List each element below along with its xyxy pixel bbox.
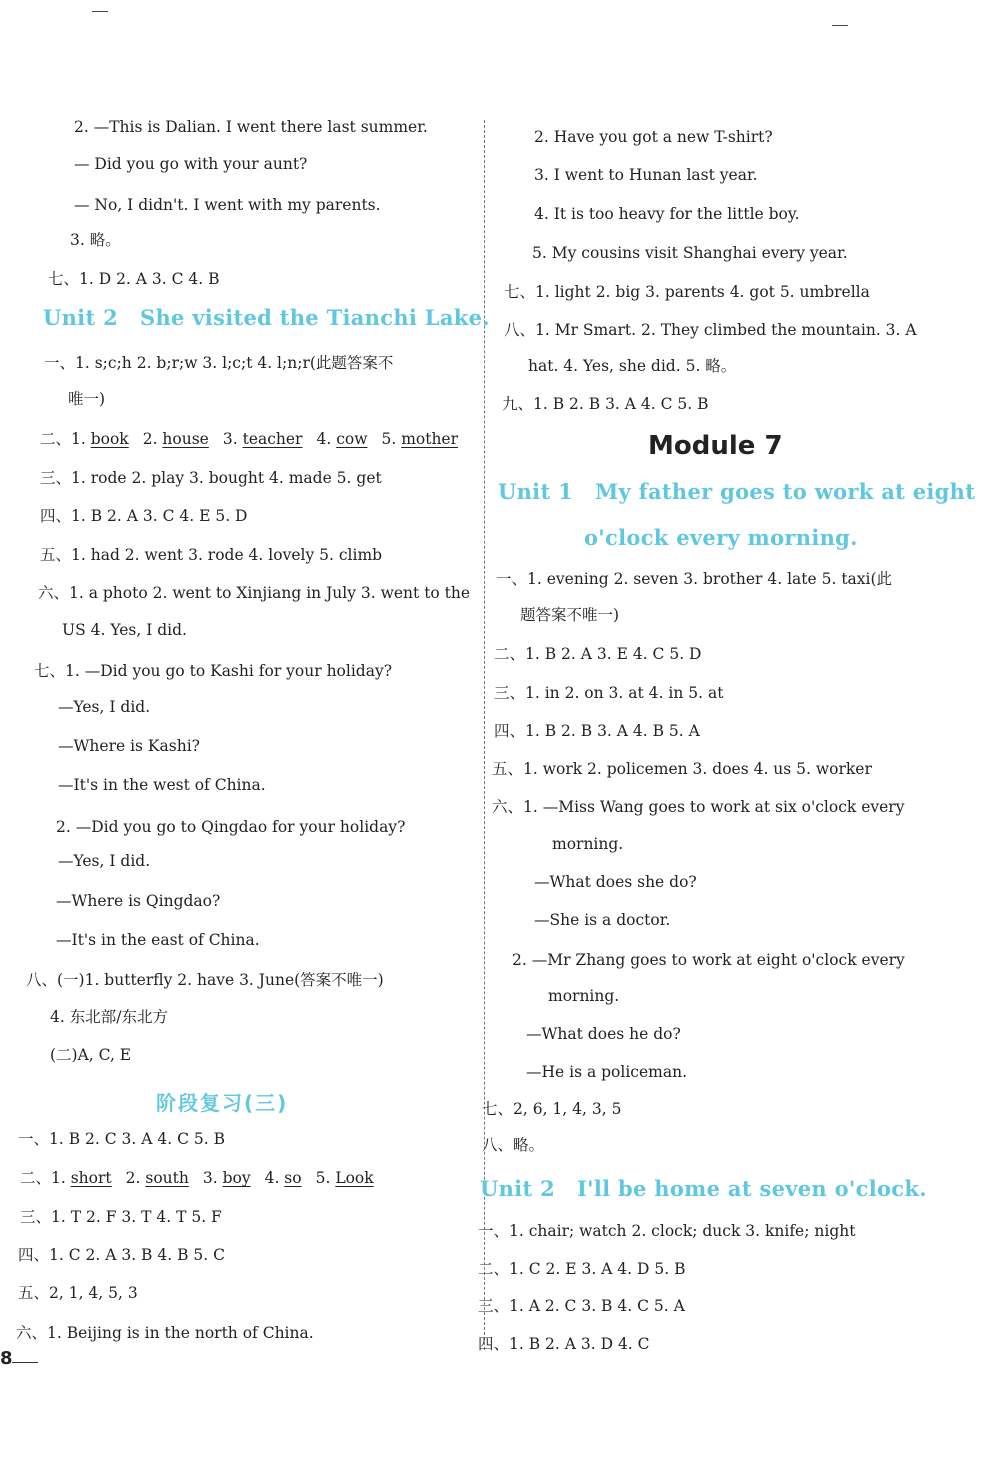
answer-word: south — [145, 1169, 189, 1187]
answer-line: 五、2, 1, 4, 5, 3 — [18, 1284, 138, 1302]
answer-line: 题答案不唯一) — [520, 606, 620, 624]
answer-word: so — [284, 1169, 302, 1187]
unit-title-continued: o'clock every morning. — [584, 525, 858, 550]
answer-line: 三、1. in 2. on 3. at 4. in 5. at — [494, 684, 724, 702]
answer-line: 八、(一)1. butterfly 2. have 3. June(答案不唯一) — [26, 971, 384, 989]
answer-line: —It's in the west of China. — [58, 776, 266, 794]
unit-title: My father goes to work at eight — [594, 479, 976, 504]
answer-line: —What does she do? — [534, 873, 697, 891]
answer-word: Look — [335, 1169, 374, 1187]
answer-line: — No, I didn't. I went with my parents. — [74, 196, 381, 214]
answer-line: 三、1. A 2. C 3. B 4. C 5. A — [478, 1297, 685, 1315]
answer-line: 4. It is too heavy for the little boy. — [534, 205, 800, 223]
unit-title: She visited the Tianchi Lake. — [139, 305, 490, 330]
answer-line: — Did you go with your aunt? — [74, 155, 308, 173]
answer-line: —Yes, I did. — [58, 852, 151, 870]
answer-line: 七、1. light 2. big 3. parents 4. got 5. umbrella — [504, 283, 870, 301]
answer-line: —Where is Kashi? — [58, 737, 200, 755]
answer-word: mother — [401, 430, 459, 448]
answer-line: 4. 东北部/东北方 — [50, 1008, 168, 1026]
answer-line: —It's in the east of China. — [56, 931, 260, 949]
answer-line: 三、1. rode 2. play 3. bought 4. made 5. get — [40, 469, 382, 487]
section-prefix: 二、1. — [40, 430, 91, 448]
answer-line: 四、1. B 2. A 3. C 4. E 5. D — [40, 507, 248, 525]
answer-word: book — [90, 430, 129, 448]
unit-heading — [43, 305, 490, 330]
answer-line: 2. —Mr Zhang goes to work at eight o'clock every — [512, 951, 905, 969]
answer-line: —What does he do? — [526, 1025, 681, 1043]
answer-line: 一、1. chair; watch 2. clock; duck 3. knife; night — [478, 1222, 856, 1240]
answer-line: 六、1. —Miss Wang goes to work at six o'clock every — [492, 798, 905, 816]
answer-line: —He is a policeman. — [526, 1063, 687, 1081]
answer-word: boy — [222, 1169, 251, 1187]
answer-line: 七、2, 6, 1, 4, 3, 5 — [482, 1100, 622, 1118]
unit-title: I'll be home at seven o'clock. — [576, 1176, 927, 1201]
answer-line: 唯一) — [68, 390, 106, 408]
answer-line: —She is a doctor. — [534, 911, 671, 929]
answer-word: teacher — [242, 430, 303, 448]
answer-line: 二、1. C 2. E 3. A 4. D 5. B — [478, 1260, 686, 1278]
top-tick-left — [92, 11, 108, 12]
answer-line: 八、1. Mr Smart. 2. They climbed the mountain. 3. A — [504, 321, 917, 339]
unit-heading — [498, 479, 975, 504]
answer-line: —Yes, I did. — [58, 698, 151, 716]
answer-line: US 4. Yes, I did. — [62, 621, 187, 639]
unit-number: Unit 2 — [43, 305, 118, 330]
unit-heading — [480, 1176, 927, 1201]
answer-line: 四、1. B 2. B 3. A 4. B 5. A — [494, 722, 700, 740]
answer-line: 一、1. evening 2. seven 3. brother 4. late 5. taxi(此 — [496, 570, 893, 588]
answer-line: 一、1. B 2. C 3. A 4. C 5. B — [18, 1130, 225, 1148]
top-tick-right — [832, 25, 848, 26]
answer-line: 2. —Did you go to Qingdao for your holiday? — [56, 818, 406, 836]
unit-number: Unit 2 — [480, 1176, 555, 1201]
answer-line: 七、1. D 2. A 3. C 4. B — [48, 270, 220, 288]
answer-line: 六、1. Beijing is in the north of China. — [16, 1324, 314, 1342]
answer-line: 5. My cousins visit Shanghai every year. — [532, 244, 848, 262]
answer-word: short — [70, 1169, 112, 1187]
answer-line: 五、1. had 2. went 3. rode 4. lovely 5. climb — [40, 546, 383, 564]
answer-line: 3. 略。 — [70, 231, 121, 249]
unit-number: Unit 1 — [498, 479, 573, 504]
answer-word: cow — [336, 430, 368, 448]
answer-line: 七、1. —Did you go to Kashi for your holiday? — [34, 662, 393, 680]
answer-word: house — [162, 430, 209, 448]
section-prefix: 二、1. — [20, 1169, 71, 1187]
answer-line: 八、略。 — [482, 1136, 545, 1154]
answer-line: 2. —This is Dalian. I went there last summer. — [74, 118, 428, 136]
page-number: 8 — [0, 1348, 13, 1369]
answer-line: 2. Have you got a new T-shirt? — [534, 128, 773, 146]
stage-review-heading: 阶段复习(三) — [156, 1091, 289, 1115]
answer-line: 五、1. work 2. policemen 3. does 4. us 5. worker — [492, 760, 872, 778]
answer-line: 四、1. B 2. A 3. D 4. C — [478, 1335, 650, 1353]
answer-line: 二、1. B 2. A 3. E 4. C 5. D — [494, 645, 702, 663]
answer-line: morning. — [548, 987, 620, 1005]
answer-line: 一、1. s;c;h 2. b;r;w 3. l;c;t 4. l;n;r(此题答案不 — [44, 354, 394, 372]
answer-line: 三、1. T 2. F 3. T 4. T 5. F — [20, 1208, 222, 1226]
answer-line: hat. 4. Yes, she did. 5. 略。 — [528, 357, 737, 375]
answer-line: —Where is Qingdao? — [56, 892, 221, 910]
answer-line: 四、1. C 2. A 3. B 4. B 5. C — [18, 1246, 225, 1264]
answer-line: 二、1. book 2. house 3. teacher 4. cow 5. mother — [40, 430, 459, 448]
answer-line: morning. — [552, 835, 624, 853]
answer-line: (二)A, C, E — [50, 1046, 132, 1064]
answer-line: 九、1. B 2. B 3. A 4. C 5. B — [502, 395, 709, 413]
answer-line: 3. I went to Hunan last year. — [534, 166, 758, 184]
module-heading: Module 7 — [648, 431, 783, 461]
page-number-rule — [12, 1362, 38, 1363]
answer-line: 六、1. a photo 2. went to Xinjiang in July 3. went to the — [38, 584, 471, 602]
answer-line: 二、1. short 2. south 3. boy 4. so 5. Look — [20, 1169, 374, 1187]
